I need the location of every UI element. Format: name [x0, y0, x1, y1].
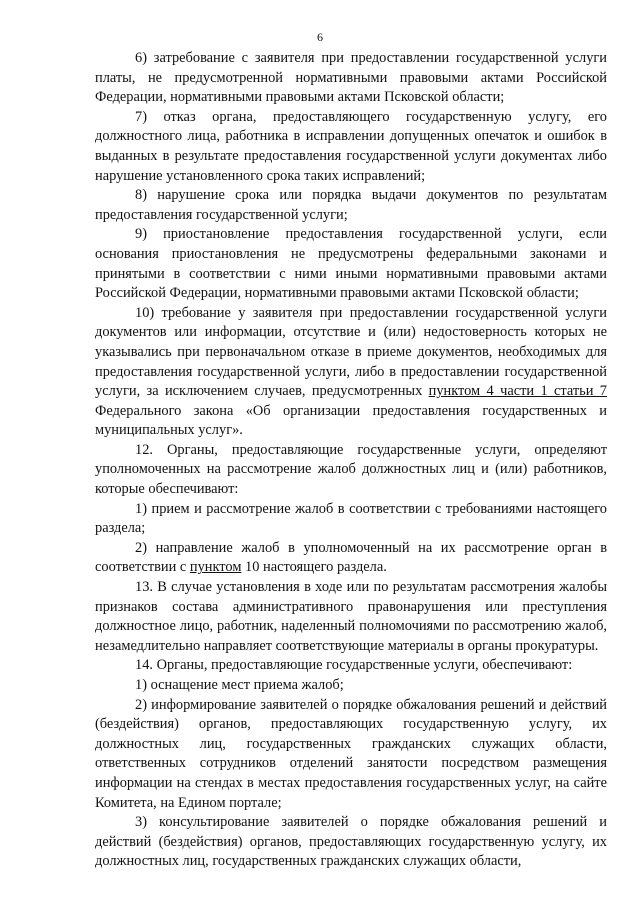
paragraph-item-14-3: 3) консультирование заявителей о порядке обжалования решений и действий (бездействия) органов, предоставляющих государственную услугу, их должностных лиц, государственных гражданских служащих области,	[95, 814, 607, 870]
paragraph-item-14-1: 1) оснащение мест приема жалоб;	[135, 677, 344, 693]
paragraph-text: Федерального закона «Об организации предоставления государственных и муниципальных услуг».	[95, 402, 607, 439]
paragraph-item-12-1: 1) прием и рассмотрение жалоб в соответствии с требованиями настоящего раздела;	[95, 500, 607, 537]
document-body	[95, 49, 607, 872]
paragraph-item-9: 9) приостановление предоставления государственной услуги, если основания приостановления не предусмотрены федеральными законами и принятыми в соответствии с ними иными нормативными правовыми актами Российской Федерации, нормативными правовыми актами Псковской области;	[95, 226, 607, 302]
paragraph-section-12: 12. Органы, предоставляющие государственные услуги, определяют уполномоченных на рассмотрение жалоб должностных лиц и (или) работников, которые обеспечивают:	[95, 441, 607, 498]
paragraph-text: 10) требование у заявителя при предоставлении государственной услуги документов или информации, отсутствие и (или) недостоверность которых не указывались при первоначальном отказе в приеме документов, необходимых для предоставления государственной услуги, либо в предоставлении государственной услуги, за исключением случаев, предусмотренных	[95, 304, 607, 400]
paragraph-text: 2) направление жалоб в уполномоченный на их рассмотрение орган в соответствии с	[95, 539, 607, 576]
paragraph-item-12-2	[95, 539, 607, 578]
paragraph-section-13: 13. В случае установления в ходе или по результатам рассмотрения жалобы признаков состава административного правонарушения или преступления должностное лицо, работник, наделенный полномочиями по рассмотрению жалоб, незамедлительно направляет соответствующие материалы в органы прокуратуры.	[95, 579, 607, 654]
clause-reference-link[interactable]: пунктом	[189, 559, 242, 576]
paragraph-section-14: 14. Органы, предоставляющие государственные услуги, обеспечивают:	[135, 657, 573, 674]
paragraph-item-10	[95, 304, 607, 441]
page-number: 6	[317, 30, 323, 44]
paragraph-item-8: 8) нарушение срока или порядка выдачи документов по результатам предоставления государственной услуги;	[95, 187, 607, 223]
paragraph-text: 10 настоящего раздела.	[241, 559, 387, 576]
law-reference-link[interactable]: пунктом 4 части 1 статьи 7	[428, 383, 607, 400]
paragraph-item-7: 7) отказ органа, предоставляющего государственную услугу, его должностного лица, работника в исправлении допущенных опечаток и ошибок в выданных в результате предоставления государственной услуги документах либо нарушение установленного срока таких исправлений;	[95, 108, 607, 184]
paragraph-item-14-2: 2) информирование заявителей о порядке обжалования решений и действий (бездействия) органов, предоставляющих государственную услугу, их должностных лиц, государственных гражданских служащих области, ответственных сотрудников отделений занятости посредством размещения информации на стендах в местах предоставления государственных услуг, на сайте Комитета, на Едином портале;	[95, 696, 607, 811]
paragraph-item-6: 6) затребование с заявителя при предоставлении государственной услуги платы, не предусмотренной нормативными правовыми актами Российской Федерации, нормативными правовыми актами Псковской области;	[95, 50, 607, 106]
